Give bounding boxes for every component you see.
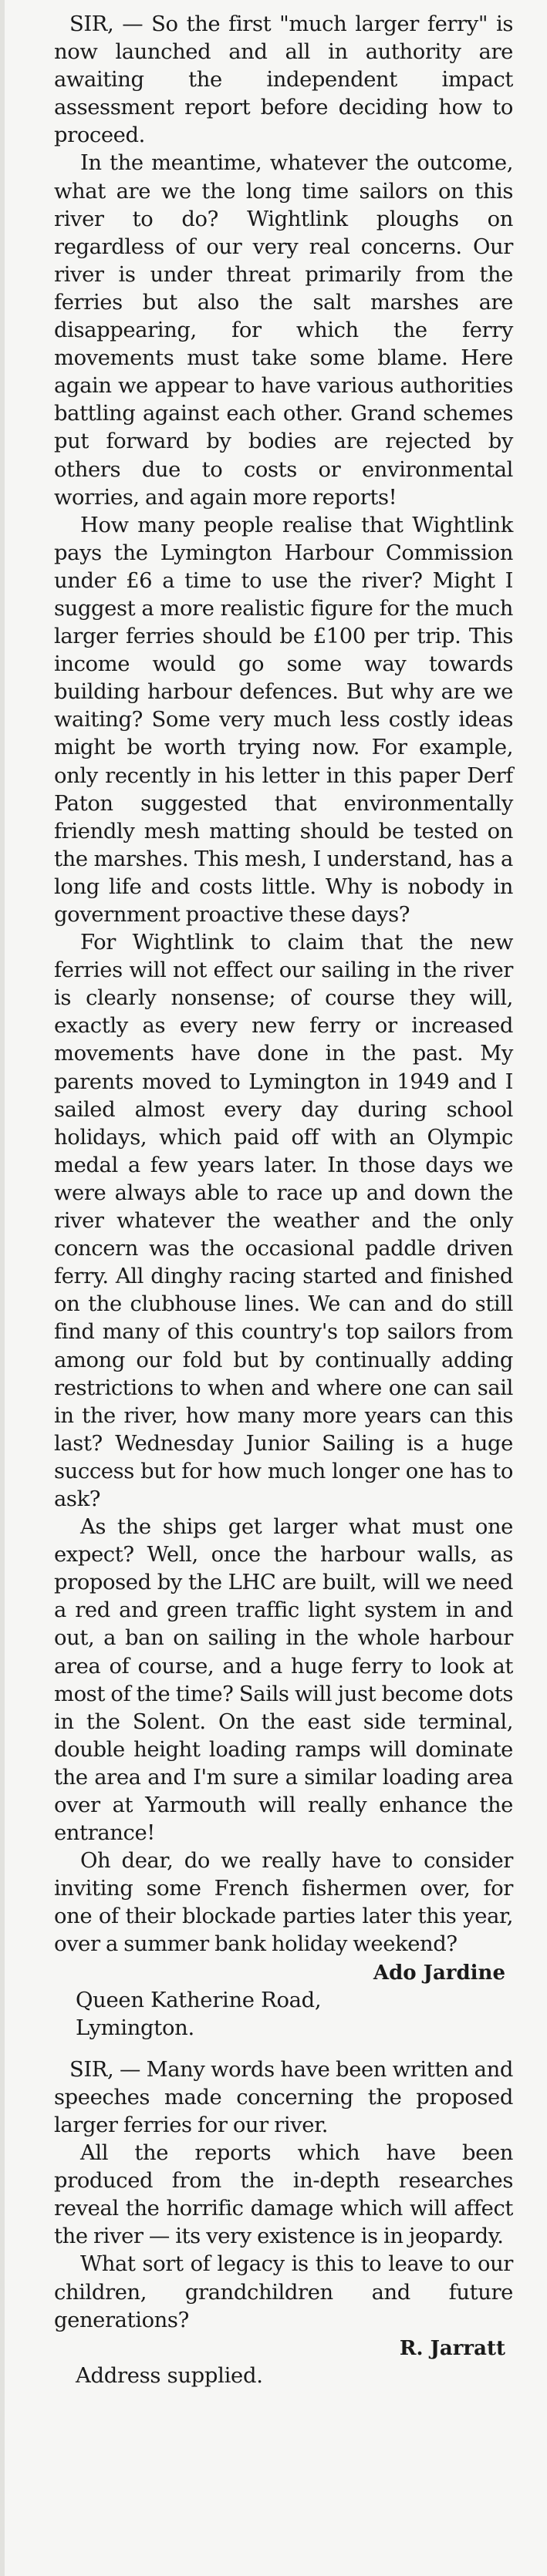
letter-1-paragraph-1: SIR, — So the first "much larger ferry" is now launched and all in authority are awaiting the independent impact assessment report before deciding how to proceed. [54,12,513,148]
letter-1-paragraph-6: Oh dear, do we really have to consider inviting some French fishermen over, for one of their blockade parties later this year, over a summer bank holiday weekend? [54,1849,513,1957]
letter-ado-jardine [54,11,513,2042]
letter-separator [54,2042,513,2056]
letter-2-paragraph-3: What sort of legacy is this to leave to our children, grandchildren and future generations? [54,2252,513,2332]
letter-1-address-line-1: Queen Katherine Road, [76,1988,322,2012]
letter-1-paragraph-4: For Wightlink to claim that the new ferries will not effect our sailing in the river is clearly nonsense; of course they will, exactly as every new ferry or increased movements have done in the past. My parents moved to Lymington in 1949 and I sailed almost every day during school holidays, which paid off with an Olympic medal a few years later. In those days we were always able to race up and down the river whatever the weather and the only concern was the occasional paddle driven ferry. All dinghy racing started and finished on the clubhouse lines. We can and do still find many of this country's top sailors from among our fold but by continually adding restrictions to when and where one can sail in the river, how many more years can this last? Wednesday Junior Sailing is a huge success but for how much longer one has to ask? [54,931,513,1511]
letter-1-paragraph-2: In the meantime, whatever the outcome, what are we the long time sailors on this river to do? Wightlink ploughs on regardless of our very real concerns. Our river is under threat primarily from the ferries but also the salt marshes are disappearing, for which the ferry movements must take some blame. Here again we appear to have various authorities battling against each other. Grand schemes put forward by bodies are rejected by others due to costs or environmental worries, and again more reports! [54,151,513,510]
letter-2-paragraph-1: SIR, — Many words have been written and speeches made concerning the proposed larger ferries for our river. [54,2057,513,2137]
letter-r-jarratt [54,2056,513,2390]
letter-2-address: Address supplied. [76,2363,263,2388]
letters-column [54,11,513,2390]
letter-1-signature: Ado Jardine [373,1961,505,1985]
letter-1-paragraph-5: As the ships get larger what must one expect? Well, once the harbour walls, as proposed by the LHC are built, will we need a red and green traffic light system in and out, a ban on sailing in the whole harbour area of course, and a huge ferry to look at most of the time? Sails will just become dots in the Solent. On the east side terminal, double height loading ramps will dominate the area and I'm sure a similar loading area over at Yarmouth will really enhance the entrance! [54,1515,513,1846]
letter-2-paragraph-2: All the reports which have been produced from the in-depth researches reveal the horrific damage which will affect the river — its very existence is in jeopardy. [54,2141,513,2249]
letter-2-signature: R. Jarratt [399,2336,505,2360]
page-edge-shadow [0,0,5,2576]
letter-1-paragraph-3: How many people realise that Wightlink pays the Lymington Harbour Commission under £6 a time to use the river? Might I suggest a more realistic figure for the much larger ferries should be £100 per trip. This income would go some way towards building harbour defences. But why are we waiting? Some very much less costly ideas might be worth trying now. For example, only recently in his letter in this paper Derf Paton suggested that environmentally friendly mesh matting should be tested on the marshes. This mesh, I understand, has a long life and costs little. Why is nobody in government proactive these days? [54,513,513,927]
letter-1-address-line-2: Lymington. [76,2015,194,2040]
